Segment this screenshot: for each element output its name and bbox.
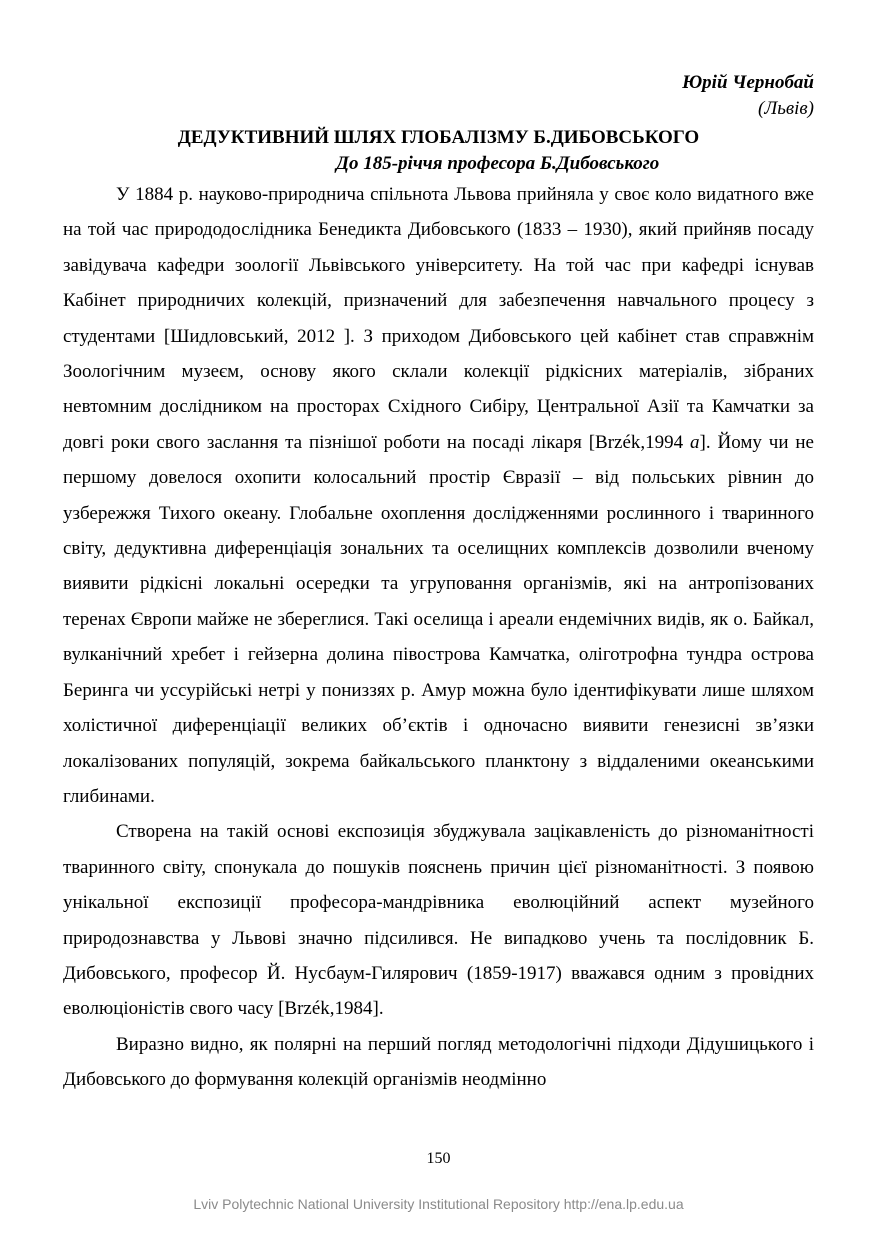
repository-footer: Lviv Polytechnic National University Institutional Repository http://ena.lp.edu.ua — [193, 1196, 684, 1212]
paragraph-1-text: У 1884 р. науково-природнича спільнота Львова прийняла у своє коло видатного вже на той час природодослідника Бенедикта Дибовського (1833 – 1930), який прийняв посаду завідувача кафедри зоології Львівського університету. На той час при кафедрі існував Кабінет природничих колекцій, призначений для забезпечення навчального процесу з студентами [Шидловський, 2012 ]. З приходом Дибовського цей кабінет став справжнім Зоологічним музеєм, основу якого склали колекції рідкісних матеріалів, зібраних невтомним дослідником на просторах Східного Сибіру, Центральної Азії та Камчатки за довгі роки свого заслання та пізнішої роботи на посаді лікаря [Brzék,1994 — [63, 184, 814, 453]
author-city: (Львів) — [758, 98, 814, 119]
page-number: 150 — [426, 1150, 451, 1167]
article-body — [63, 177, 814, 1098]
paragraph-1-text-cont: ]. Йому чи не першому довелося охопити колосальний простір Євразії – від польських рівнин до узбережжя Тихого океану. Глобальне охоплення дослідженнями рослинного і тваринного світу, дедуктивна диференціація зональних та оселищних комплексів дозволили вченому виявити рідкісні локальні осередки та угруповання організмів, які на антропізованих теренах Європи майже не збереглися. Такі оселища і ареали ендемічних видів, як о. Байкал, вулканічний хребет і гейзерна долина півострова Камчатка, оліготрофна тундра острова Беринга чи уссурійські нетрі у пониззях р. Амур можна було ідентифікувати лише шляхом холістичної диференціації великих об’єктів і одночасно виявити генезисні зв’язки локалізованих популяцій, зокрема байкальського планктону з віддаленими океанськими глибинами. — [63, 431, 814, 807]
article-subtitle: До 185-річчя професора Б.Дибовського — [336, 153, 660, 174]
author-name: Юрій Чернобай — [682, 72, 814, 93]
paragraph-1 — [63, 177, 814, 814]
paragraph-3: Виразно видно, як полярні на перший погляд методологічні підходи Дідушицького і Дибовського до формування колекцій організмів неодмінно — [63, 1033, 814, 1091]
citation-suffix: a — [690, 431, 700, 453]
article-title: ДЕДУКТИВНИЙ ШЛЯХ ГЛОБАЛІЗМУ Б.ДИБОВСЬКОГО — [177, 127, 700, 148]
paragraph-2: Створена на такій основі експозиція збуджувала зацікавленість до різноманітності тваринного світу, спонукала до пошуків пояснень причин цієї різноманітності. З появою унікальної експозиції професора-мандрівника еволюційний аспект музейного природознавства у Львові значно підсилився. Не випадково учень та послідовник Б. Дибовського, професор Й. Нусбаум-Гилярович (1859-1917) вважався одним з провідних еволюціоністів свого часу [Brzék,1984]. — [63, 821, 814, 1020]
